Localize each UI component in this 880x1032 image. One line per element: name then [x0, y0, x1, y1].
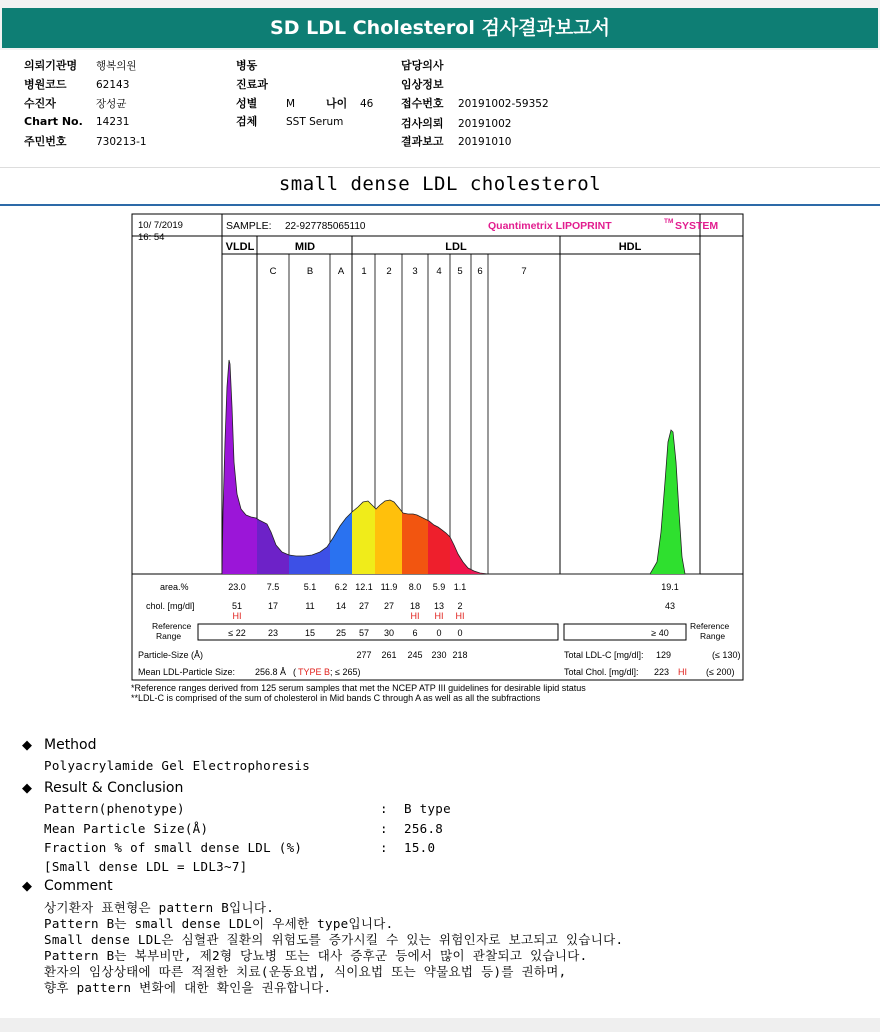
- band-5: 5: [457, 266, 463, 277]
- row-label-ref-right: Reference Range: [690, 621, 730, 641]
- method-heading: [22, 737, 97, 753]
- area-value: 5.1: [303, 582, 317, 592]
- total-ldl-limit: (≤ 130): [712, 650, 741, 660]
- comment-line: Pattern B는 small dense LDL이 우세한 type입니다.: [44, 916, 394, 931]
- footnote-2: **LDL-C is comprised of the sum of cholesterol in Mid bands C through A as well as all the subfractions: [131, 693, 541, 703]
- chol-value: 13: [433, 601, 445, 611]
- ref-value: 0: [457, 628, 463, 638]
- particle-size-value: 230: [431, 650, 447, 660]
- band-7: 7: [521, 266, 527, 277]
- ref-value: 15: [304, 628, 316, 638]
- result-sep: :: [380, 840, 388, 855]
- info-label: Chart No.: [24, 115, 83, 128]
- info-value: M: [286, 98, 296, 110]
- info-label: 의뢰기관명: [24, 59, 78, 72]
- info-label: 임상정보: [401, 78, 444, 91]
- info-label: 검체: [236, 115, 258, 128]
- mean-size-limit: ; ≤ 265): [330, 667, 361, 677]
- chol-value: 2: [457, 601, 463, 611]
- info-label: 병동: [236, 59, 258, 72]
- total-chol-flag: HI: [678, 667, 687, 677]
- chol-value: 17: [267, 601, 279, 611]
- info-row: [24, 57, 137, 73]
- result-label: Pattern(phenotype): [44, 801, 185, 816]
- diamond-icon: ◆: [22, 879, 32, 894]
- particle-size-value: 218: [452, 650, 468, 660]
- area-value: 8.0: [408, 582, 422, 592]
- diamond-icon: ◆: [22, 738, 32, 753]
- area-value: 1.1: [453, 582, 467, 592]
- area-value: 23.0: [228, 582, 246, 592]
- result-label: Fraction % of small dense LDL (%): [44, 840, 303, 855]
- row-label-area: area.%: [160, 582, 189, 592]
- report-title-bar: [2, 8, 878, 48]
- band-4: 4: [436, 266, 442, 277]
- comment-line: Small dense LDL은 심혈관 질환의 위험도를 증가시킬 수 있는 위험인자로 보고되고 있습니다.: [44, 932, 624, 947]
- report-title: SD LDL Cholesterol 검사결과보고서: [270, 17, 610, 39]
- info-value: SST Serum: [286, 116, 344, 128]
- particle-size-value: 245: [407, 650, 423, 660]
- system-tm: TM: [664, 218, 674, 225]
- info-label: 담당의사: [401, 59, 444, 72]
- info-value: 20191010: [458, 136, 512, 148]
- group-mid: MID: [294, 241, 316, 253]
- info-label: 검사의뢰: [401, 117, 444, 130]
- info-row: [236, 113, 343, 129]
- total-ldl-label: Total LDL-C [mg/dl]:: [564, 650, 644, 660]
- info-row: [401, 115, 511, 131]
- row-label-size: Particle-Size (Å): [138, 650, 204, 660]
- ref-value: 6: [412, 628, 418, 638]
- comment-line: 환자의 임상상태에 따른 적절한 치료(운동요법, 식이요법 또는 약물요법 등)를 권하며,: [44, 964, 567, 979]
- info-label: 병원코드: [24, 78, 67, 91]
- area-hdl: 19.1: [661, 582, 679, 592]
- result-label: Mean Particle Size(Å): [44, 821, 209, 836]
- lipoprint-svg: [130, 212, 745, 682]
- hi-flag: HI: [434, 611, 444, 621]
- info-label: 결과보고: [401, 135, 444, 148]
- band-2: 2: [386, 266, 392, 277]
- total-ldl-value: 129: [656, 650, 672, 660]
- group-vldl: VLDL: [225, 241, 255, 253]
- total-chol-label: Total Chol. [mg/dl]:: [564, 667, 639, 677]
- chol-hdl: 43: [664, 601, 676, 611]
- info-row: [24, 133, 147, 149]
- ref-value: 57: [358, 628, 370, 638]
- info-label: 나이: [326, 97, 348, 110]
- info-row: [401, 76, 458, 92]
- report-time: 16: 54: [138, 232, 165, 243]
- band-c: C: [269, 266, 277, 277]
- result-value: 256.8: [404, 821, 444, 836]
- info-row: [236, 57, 286, 73]
- info-value: 46: [360, 98, 374, 110]
- result-note: [Small dense LDL = LDL3~7]: [44, 859, 248, 874]
- sample-id: 22-927785065110: [285, 221, 366, 232]
- lipoprint-report: [130, 212, 745, 682]
- info-row: [401, 95, 549, 111]
- info-value: 20191002-59352: [458, 98, 549, 110]
- info-row: [236, 76, 286, 92]
- area-value: 11.9: [380, 582, 398, 592]
- band-1: 1: [361, 266, 367, 277]
- ref-value: ≤ 22: [228, 628, 246, 638]
- section-title: small dense LDL cholesterol: [278, 173, 602, 195]
- info-row: [401, 133, 511, 149]
- comment-heading-text: Comment: [44, 878, 113, 894]
- info-label: 수진자: [24, 97, 56, 110]
- result-value: 15.0: [404, 840, 436, 855]
- area-value: 6.2: [334, 582, 348, 592]
- mean-size-type: TYPE B: [298, 667, 331, 677]
- info-label: 성별: [236, 97, 258, 110]
- comment-heading: [22, 878, 113, 894]
- info-value: 62143: [96, 79, 130, 91]
- row-label-chol: chol. [mg/dl]: [146, 601, 195, 611]
- diamond-icon: ◆: [22, 781, 32, 796]
- report-date: 10/ 7/2019: [138, 220, 183, 231]
- group-ldl: LDL: [445, 241, 467, 253]
- info-row: [24, 115, 129, 128]
- result-value: B type: [404, 801, 451, 816]
- total-chol-value: 223: [654, 667, 670, 677]
- particle-size-value: 277: [356, 650, 372, 660]
- ref-value: 0: [436, 628, 442, 638]
- info-value: 장성균: [96, 98, 127, 110]
- result-sep: :: [380, 821, 388, 836]
- ref-value: 25: [335, 628, 347, 638]
- footnote-1: *Reference ranges derived from 125 serum samples that met the NCEP ATP III guidelines for desirable lipid status: [131, 683, 586, 693]
- band-3: 3: [412, 266, 418, 277]
- system-suffix: SYSTEM: [675, 220, 719, 232]
- particle-size-value: 261: [381, 650, 397, 660]
- ref-value: 30: [383, 628, 395, 638]
- hi-flag: HI: [455, 611, 465, 621]
- ref-value: 23: [267, 628, 279, 638]
- row-label-ref: Reference Range: [152, 621, 192, 641]
- sample-label: SAMPLE:: [226, 220, 272, 232]
- info-value: 20191002: [458, 118, 512, 130]
- info-label: 진료과: [236, 78, 268, 91]
- method-heading-text: Method: [44, 737, 97, 753]
- chol-value: 27: [358, 601, 370, 611]
- chol-value: 14: [335, 601, 347, 611]
- method-text: Polyacrylamide Gel Electrophoresis: [44, 758, 311, 773]
- comment-line: Pattern B는 복부비만, 제2형 당뇨병 또는 대사 증후군 등에서 많이 관찰되고 있습니다.: [44, 948, 588, 963]
- total-chol-limit: (≤ 200): [706, 667, 735, 677]
- result-heading-text: Result & Conclusion: [44, 780, 184, 796]
- result-sep: :: [380, 801, 388, 816]
- mean-size-paren: (: [293, 667, 296, 677]
- hi-flag: HI: [232, 611, 242, 621]
- hi-flag: HI: [410, 611, 420, 621]
- result-heading: [22, 780, 183, 796]
- chol-value: 18: [409, 601, 421, 611]
- band-6: 6: [477, 266, 483, 277]
- info-label: 주민번호: [24, 135, 67, 148]
- info-value: 행복의원: [96, 60, 137, 72]
- chol-value: 51: [231, 601, 243, 611]
- comment-line: 향후 pattern 변화에 대한 확인을 권유합니다.: [44, 980, 332, 995]
- comment-line: 상기환자 표현형은 pattern B입니다.: [44, 900, 275, 915]
- info-value: 730213-1: [96, 136, 147, 148]
- info-row: [236, 95, 373, 111]
- bottom-bar: [0, 1018, 880, 1032]
- info-label: 접수번호: [401, 97, 444, 110]
- area-value: 12.1: [355, 582, 373, 592]
- area-value: 7.5: [266, 582, 280, 592]
- info-value: 14231: [96, 116, 130, 128]
- mean-size-label: Mean LDL-Particle Size:: [138, 667, 236, 677]
- info-row: [24, 95, 126, 111]
- band-a: A: [337, 266, 345, 277]
- group-hdl: HDL: [618, 241, 642, 253]
- info-row: [401, 57, 458, 73]
- area-value: 5.9: [432, 582, 446, 592]
- chol-value: 27: [383, 601, 395, 611]
- mean-size-value: 256.8 Å: [255, 667, 287, 677]
- system-name: Quantimetrix LIPOPRINT: [488, 220, 612, 232]
- chol-value: 11: [305, 601, 315, 611]
- info-row: [24, 76, 129, 92]
- band-b: B: [306, 266, 314, 277]
- ref-hdl: ≥ 40: [651, 628, 669, 638]
